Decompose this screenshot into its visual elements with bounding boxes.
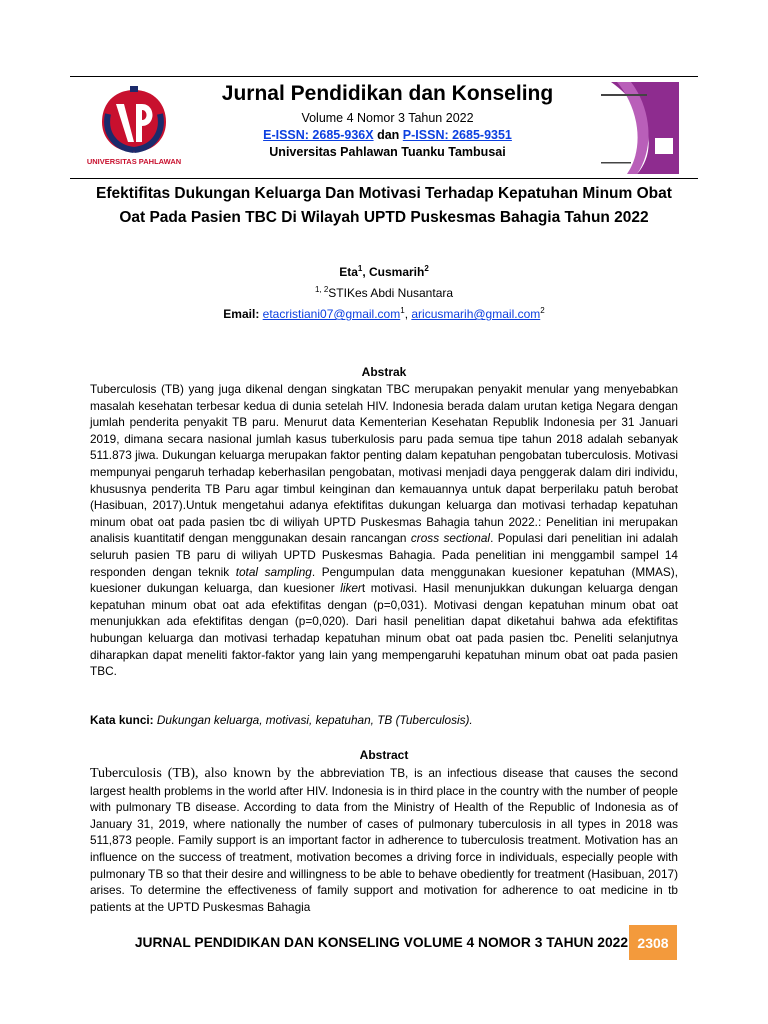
abstrak-text-3: . Pengumpulan data menggunakan kuesioner kepatuhan (MMAS), kuesioner dukungan keluarga, dan kuesioner	[90, 564, 678, 596]
abstract-text: abbreviation TB, is an infectious disease that causes the second largest health problems in the world after HIV. Indonesia is in third place in the country with the number of people with pulmonary TB disease. According to data from the Ministry of Health of the Republic of Indonesia as of January 31, 2019, where nationally the number of cases of pulmonary tuberculosis in all types in 2018 was 511,873 people. Family support is an important factor in adherence to tuberculosis treatment. Motivation has an influence on the success of treatment, motivation becomes a driving force in individuals, especially people with pulmonary TB so that their desire and willingness to be able to behave obediently for treatment (Hasibuan, 2017) arises. To determine the effectiveness of family support and motivation for adherence to oat medicine in tb patients at the UPTD Puskesmas Bahagia	[90, 766, 679, 914]
abstrak-italic-2: total sampling	[235, 564, 312, 579]
abstract-body	[90, 765, 678, 915]
issn-and: dan	[377, 128, 400, 142]
email-1-link[interactable]: etacristiani07@gmail.com	[262, 307, 401, 321]
pissn-link[interactable]: P-ISSN: 2685-9351	[402, 128, 512, 142]
logo-text: UNIVERSITAS PAHLAWAN	[86, 157, 182, 166]
keywords-text: Dukungan keluarga, motivasi, kepatuhan, TB (Tuberculosis).	[156, 713, 473, 727]
keywords-line	[90, 712, 678, 728]
abstract-lead: Tuberculosis (TB), also known by the	[90, 766, 321, 781]
header-top-rule	[70, 76, 698, 77]
author-1-sup: 1	[357, 264, 363, 273]
abstrak-text-4: t motivasi. Hasil menunjukkan dukungan keluarga dengan kepatuhan minum obat oat ada efektifitas dengan (p=0,031). Motivasi dengan kepatuhan minum obat oat menunjukkan ada efektifitas dengan (p=0,020). Dari hasil penelitian dapat diketahui bahwa ada efektifitas hubungan keluarga dan motivasi terhadap kepatuhan minum obat oat pada pasien tbc. Peneliti selanjutnya diharapkan dapat meneliti faktor-faktor yang lain yang mempengaruhi kepatuhan minum obat oat pada pasien TBC.	[90, 581, 678, 679]
paper-title	[80, 182, 688, 230]
affiliation-name: STIKes Abdi Nusantara	[328, 286, 454, 300]
page-number-badge: 2308	[629, 925, 677, 960]
eissn-link[interactable]: E-ISSN: 2685-936X	[263, 128, 374, 142]
email-separator: ,	[404, 307, 412, 321]
paper-title-line-1: Efektifitas Dukungan Keluarga Dan Motivasi Terhadap Kepatuhan Minum Obat	[96, 185, 672, 202]
abstrak-italic-3: liker	[340, 581, 362, 596]
email-1-sup: 1	[400, 306, 405, 315]
email-label: Email:	[223, 307, 263, 321]
abstrak-italic-1: cross sectional	[410, 531, 491, 546]
footer-journal-info: JURNAL PENDIDIKAN DAN KONSELING VOLUME 4 NOMOR 3 TAHUN 2022	[134, 935, 628, 950]
university-logo-icon	[86, 84, 182, 174]
abstract-heading: Abstract	[359, 748, 409, 762]
email-2-link[interactable]: aricusmarih@gmail.com	[411, 307, 541, 321]
author-2: Cusmarih	[369, 265, 425, 279]
university-name: Universitas Pahlawan Tuanku Tambusai	[269, 145, 506, 159]
author-2-sup: 2	[424, 264, 429, 273]
abstrak-text-1: Tuberculosis (TB) yang juga dikenal dengan singkatan TBC merupakan penyakit menular yang menyebabkan masalah kesehatan terbesar kedua di dunia setelah HIV. Indonesia berada dalam urutan ketiga Negara dengan jumlah penderita penyakit TB paru. Menurut data Kementerian Kesehatan Republik Indonesia per 31 Januari 2019, dimana secara nasional jumlah kasus tuberkulosis paru pada semua tipe tahun 2018 adalah sebanyak 511.873 jiwa. Dukungan keluarga merupakan faktor penting dalam kepatuhan pengobatan tuberculosis. Motivasi mempunyai pengaruh terhadap keberhasilan pengobatan, motivasi menjadi daya penggerak dalam diri individu, khususnya penderita TB Paru agar timbul keinginan dan kemauannya untuk dapat berperilaku patuh berobat (Hasibuan, 2017).Untuk mengetahui adanya efektifitas dukungan keluarga dan motivasi terhadap kepatuhan minum obat oat pada pasien tbc di wiliyah UPTD Puskesmas Bahagia tahun 2022.: Penelitian ini merupakan analisis kuantitatif dengan menggunakan desain rancangan	[90, 382, 678, 546]
issn-line	[180, 127, 595, 144]
email-line	[80, 302, 688, 323]
keywords-label: Kata kunci:	[90, 713, 157, 727]
journal-title: Jurnal Pendidikan dan Konseling	[221, 82, 554, 105]
journal-volume: Volume 4 Nomor 3 Tahun 2022	[301, 111, 474, 125]
journal-header	[180, 80, 595, 161]
paper-title-line-2: Oat Pada Pasien TBC Di Wilayah UPTD Puskesmas Bahagia Tahun 2022	[119, 209, 649, 226]
journal-cover-icon	[597, 82, 679, 174]
email-2-sup: 2	[540, 306, 545, 315]
abstrak-body	[90, 381, 678, 680]
affiliation	[80, 281, 688, 302]
header-bottom-rule	[70, 178, 698, 179]
author-1: Eta	[339, 265, 358, 279]
authors-block	[80, 260, 688, 323]
affiliation-sup: 1, 2	[314, 285, 329, 294]
abstrak-text-2: . Populasi dari penelitian ini adalah seluruh pasien TB paru di wiliyah UPTD Puskesmas Bahagia. Pada penelitian ini menggambil sampel 14 responden dengan teknik	[90, 531, 679, 579]
author-separator: ,	[362, 265, 369, 279]
abstrak-heading: Abstrak	[361, 365, 407, 379]
author-names	[80, 260, 688, 281]
